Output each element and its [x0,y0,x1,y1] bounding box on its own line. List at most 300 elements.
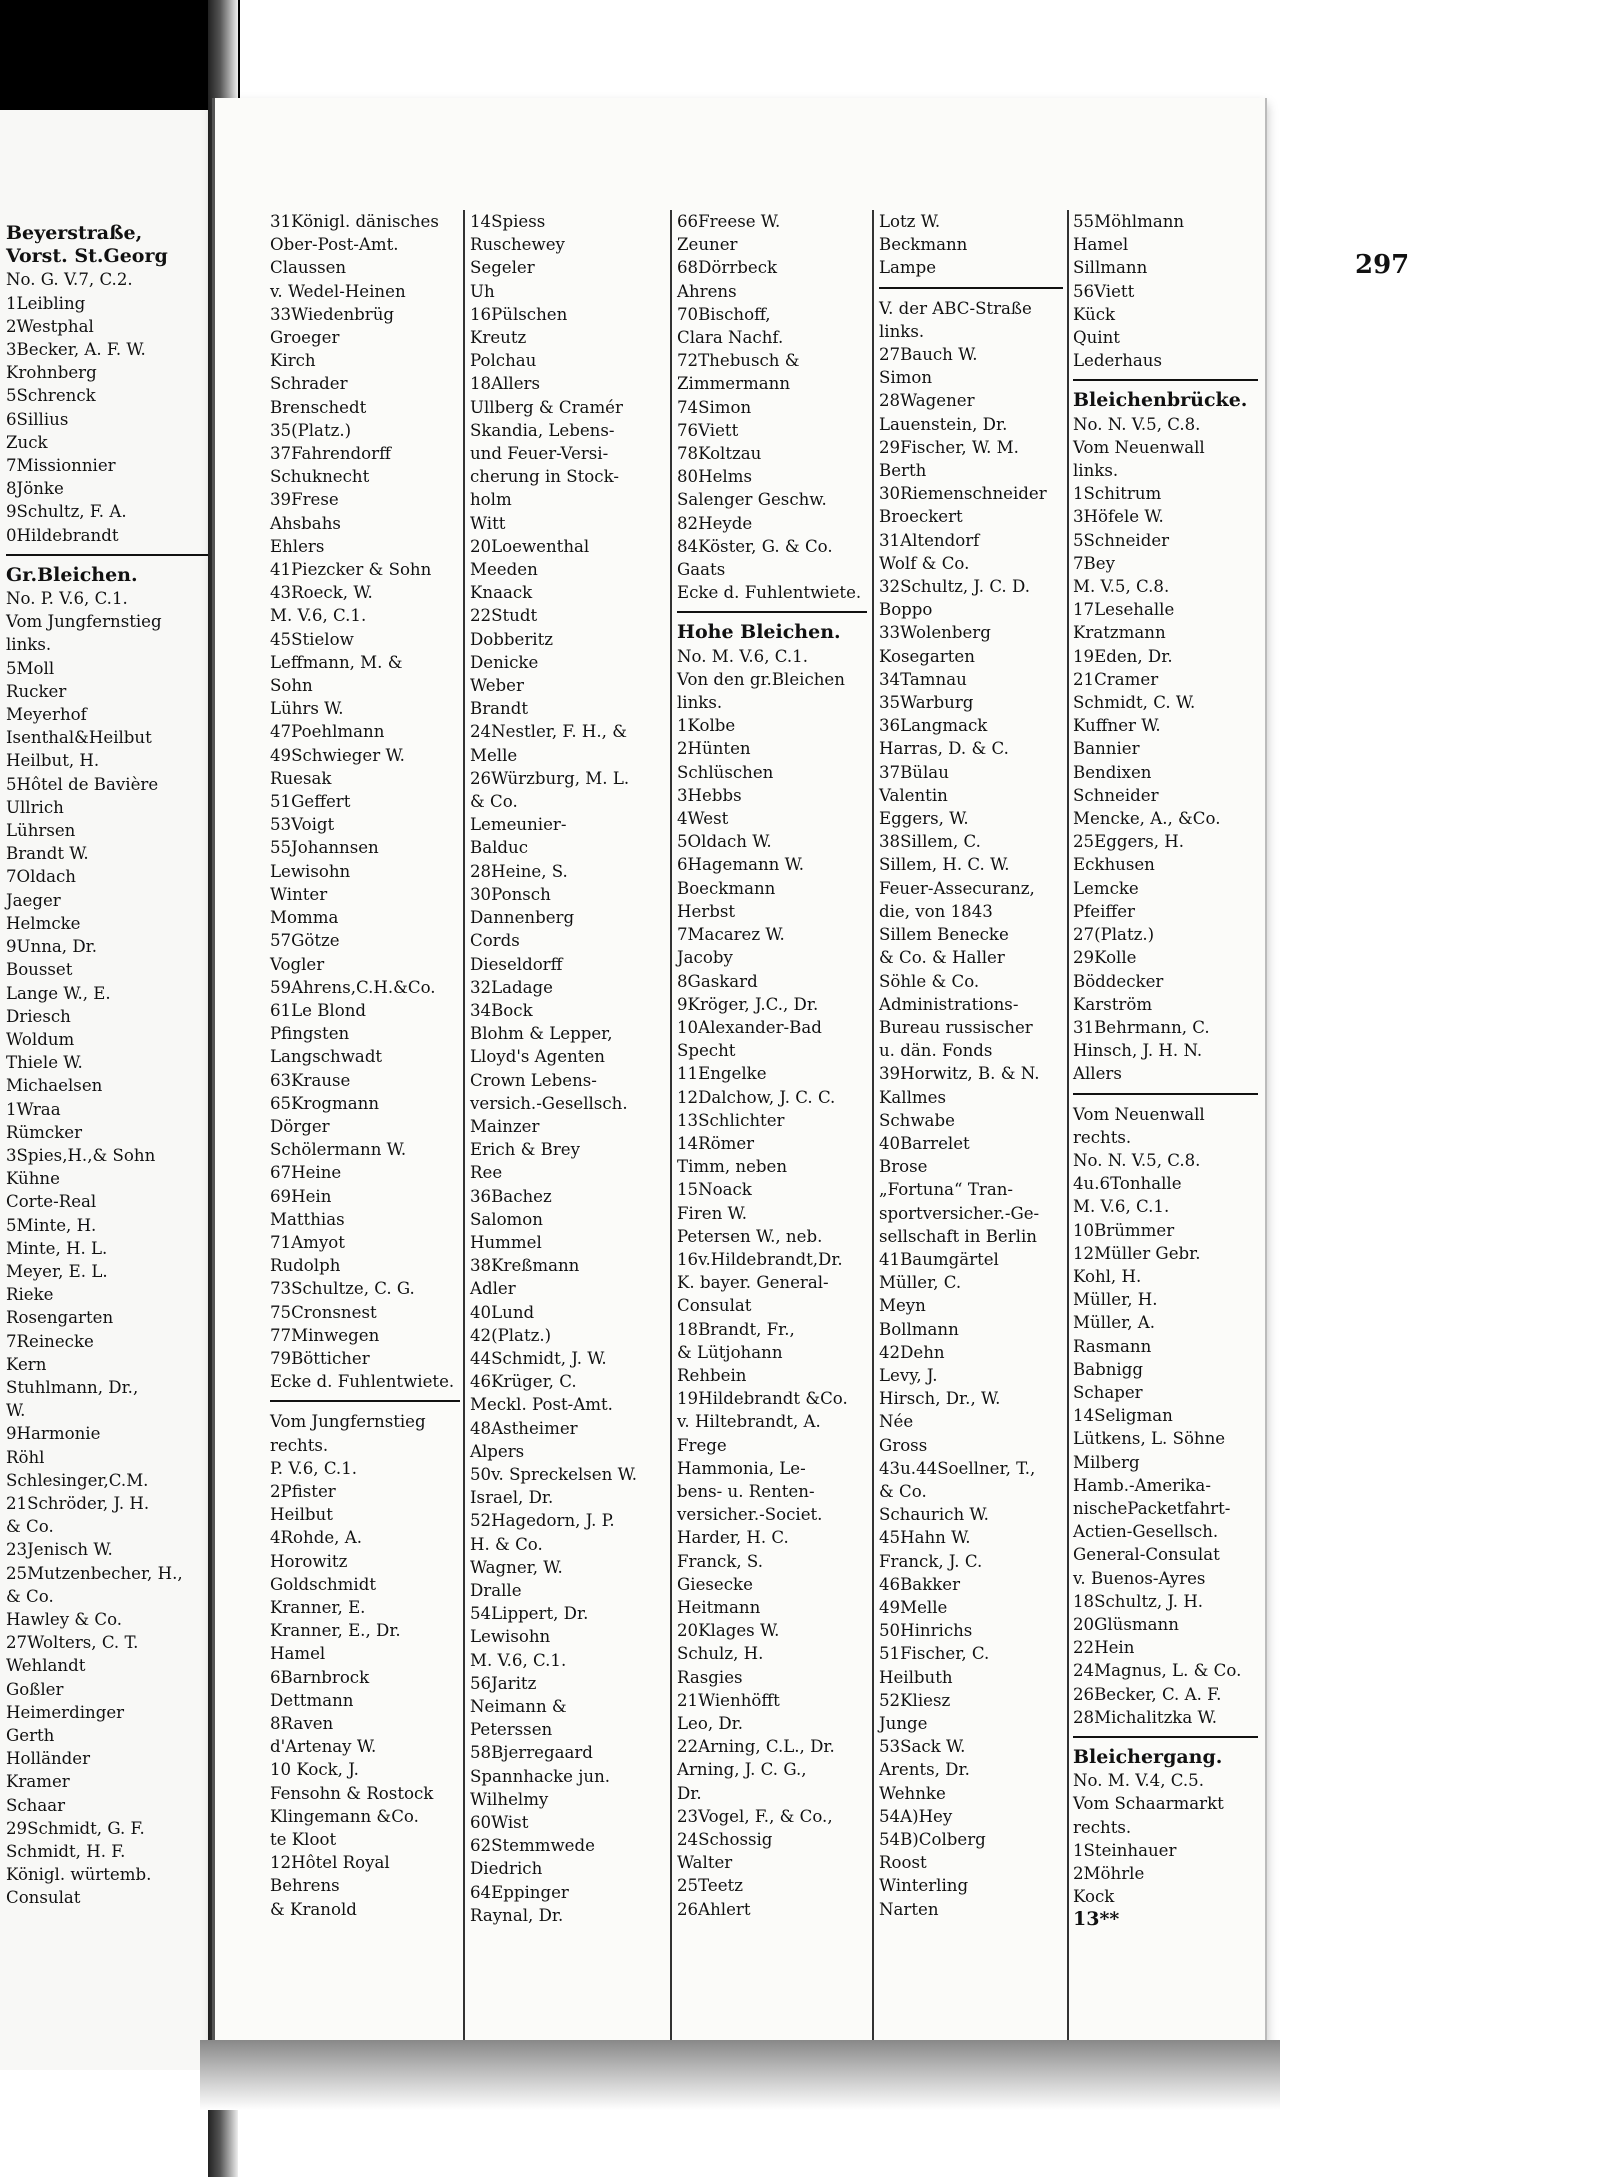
directory-entry: 13Schlichter [677,1110,785,1130]
directory-entry: M. V.5, C.8. [1073,577,1170,597]
directory-entry: No. G. V.7, C.2. [6,270,133,290]
directory-entry: 20Loewenthal [470,536,590,556]
directory-entry: Roost [879,1853,927,1873]
directory-entry: Schölermann W. [270,1140,407,1160]
directory-entry: Rieke [6,1285,54,1305]
directory-entry: Rümcker [6,1122,83,1142]
section-rule [1073,379,1258,381]
directory-entry: Lederhaus [1073,351,1162,371]
directory-entry: Groeger [270,328,340,348]
directory-entry: 48Astheimer [470,1418,578,1438]
directory-entry: 36Langmack [879,716,988,736]
directory-entry: 40Barrelet [879,1133,970,1153]
directory-entry: 2Hünten [677,739,751,759]
directory-entry: 45Stielow [270,629,354,649]
street-heading: Vorst. St.Georg [6,245,168,268]
directory-entry: 47Poehlmann [270,722,385,742]
directory-entry: 55Möhlmann [1073,212,1185,231]
directory-entry: 34Tamnau [879,669,967,689]
directory-entry: Meeden [470,560,538,580]
directory-entry: Schneider [1073,785,1159,805]
directory-entry: Babnigg [1073,1359,1143,1379]
directory-entry: Cords [470,931,520,951]
directory-entry: Lauenstein, Dr. [879,414,1008,434]
directory-entry: 8Gaskard [677,971,758,991]
directory-entry: 2Pfister [270,1481,336,1501]
directory-entry: 37Fahrendorff [270,444,391,464]
directory-entry: Ecke d. Fuhlentwiete. [677,583,862,603]
directory-entry: 7Bey [1073,553,1115,573]
directory-entry: „Fortuna“ Tran- [879,1180,1014,1200]
directory-entry: 51Fischer, C. [879,1644,990,1664]
directory-entry: Rasgies [677,1667,743,1687]
directory-entry: 24Schossig [677,1830,773,1850]
directory-entry: Beckmann [879,235,968,255]
directory-entry: 78Koltzau [677,444,762,464]
directory-entry: Dannenberg [470,908,575,928]
directory-entry: Walter [677,1853,733,1873]
directory-entry: Administrations- [879,994,1019,1014]
directory-entry: 54A)Hey [879,1806,953,1826]
directory-entry: 41Piezcker & Sohn [270,560,432,580]
directory-entry: Sillem, H. C. W. [879,855,1010,875]
directory-entry: M. V.6, C.1. [470,1650,567,1670]
directory-entry: Feuer-Assecuranz, [879,878,1035,898]
directory-entry: Hinsch, J. H. N. [1073,1041,1203,1061]
directory-entry: 10Alexander-Bad [677,1017,822,1037]
directory-entry: sportversicher.-Ge- [879,1203,1040,1223]
directory-entry: Lemcke [1073,878,1139,898]
directory-entry: Bureau russischer [879,1017,1033,1037]
directory-entry: Hamel [270,1644,326,1664]
directory-entry: Sohn [270,676,313,696]
directory-entry: 26Würzburg, M. L. [470,768,630,788]
directory-entry: Pfingsten [270,1024,350,1044]
directory-entry: Crown Lebens- [470,1070,597,1090]
directory-entry: 25Mutzenbecher, H., [6,1563,183,1583]
directory-entry: Kühne [6,1169,60,1189]
directory-entry: links. [677,693,723,713]
directory-entry: te Kloot [270,1830,337,1850]
directory-entry: V. der ABC-Straße [879,298,1032,318]
directory-entry: 22Arning, C.L., Dr. [677,1737,835,1757]
directory-entry: 44Schmidt, J. W. [470,1348,607,1368]
directory-entry: 77Minwegen [270,1325,380,1345]
directory-entry: Wagner, W. [470,1557,563,1577]
directory-entry: Corte-Real [6,1192,97,1212]
directory-entry: sellschaft in Berlin [879,1226,1037,1246]
directory-entry: Lewisohn [270,861,351,881]
directory-entry: 21Cramer [1073,669,1159,689]
directory-entry: Sillem Benecke [879,925,1009,945]
directory-entry: Franck, J. C. [879,1551,983,1571]
directory-entry: 36Bachez [470,1186,552,1206]
directory-entry: 26Ahlert [677,1899,751,1919]
directory-entry: 56Viett [1073,281,1135,301]
directory-entry: & Kranold [270,1899,357,1919]
directory-entry: Vogler [270,954,325,974]
directory-entry: 22Studt [470,606,538,626]
directory-column-3 [677,210,867,1921]
directory-entry: Frege [677,1435,727,1455]
directory-entry: Schlüschen [677,762,774,782]
directory-entry: Ruesak [270,768,332,788]
directory-entry: Böddecker [1073,971,1164,991]
directory-entry: Müller, C. [879,1273,962,1293]
street-heading: Bleichenbrücke. [1073,389,1248,412]
directory-entry: Kirch [270,351,316,371]
directory-entry: Actien-Gesellsch. [1073,1522,1219,1542]
directory-entry: 60Wist [470,1813,529,1833]
directory-entry: & Co. [6,1586,54,1606]
directory-entry: Sillmann [1073,258,1148,278]
directory-entry: 82Heyde [677,513,753,533]
section-rule [677,611,867,613]
directory-entry: 56Jaritz [470,1673,537,1693]
directory-entry: 19Hildebrandt &Co. [677,1389,848,1409]
directory-entry: 24Magnus, L. & Co. [1073,1661,1242,1681]
street-heading: Gr.Bleichen. [6,563,138,586]
directory-entry: Behrens [270,1876,340,1896]
directory-entry: Stuhlmann, Dr., [6,1377,139,1397]
directory-entry: Ree [470,1163,503,1183]
directory-entry: Bendixen [1073,762,1152,782]
directory-entry: 55Johannsen [270,838,379,858]
directory-entry: 12Dalchow, J. C. C. [677,1087,836,1107]
directory-entry: 6Hagemann W. [677,855,805,875]
directory-entry: & Co. [470,792,518,812]
directory-entry: 39Frese [270,490,339,510]
directory-entry: Müller, H. [1073,1290,1158,1310]
directory-entry: Schlesinger,C.M. [6,1470,149,1490]
directory-entry: Dettmann [270,1690,354,1710]
directory-entry: Bollmann [879,1319,959,1339]
directory-entry: Kranner, E. [270,1597,366,1617]
directory-entry: 75Cronsnest [270,1302,377,1322]
directory-entry: Meyer, E. L. [6,1261,108,1281]
directory-entry: Schaar [6,1795,66,1815]
directory-entry: 9Schultz, F. A. [6,502,127,522]
directory-entry: Zeuner [677,235,738,255]
directory-entry: 61Le Blond [270,1000,367,1020]
directory-entry: Levy, J. [879,1365,938,1385]
directory-entry: 21Wienhöfft [677,1690,780,1710]
directory-entry: 5Schneider [1073,530,1170,550]
directory-entry: & Co. [6,1517,54,1537]
directory-entry: Zimmermann [677,374,791,394]
directory-entry: Goldschmidt [270,1574,377,1594]
directory-entry: 3Spies,H.,& Sohn [6,1145,156,1165]
directory-entry: Brose [879,1157,928,1177]
directory-entry: & Lütjohann [677,1342,783,1362]
directory-entry: 14Seligman [1073,1406,1173,1426]
directory-entry: Hamb.-Amerika- [1073,1475,1211,1495]
directory-entry: 53Sack W. [879,1737,966,1757]
directory-entry: Berth [879,461,927,481]
directory-entry: Heilbut, H. [6,751,100,771]
directory-entry: 80Helms [677,467,752,487]
directory-entry: versicher.-Societ. [677,1505,823,1525]
directory-entry: 7Missionnier [6,456,116,476]
directory-entry: Lewisohn [470,1627,551,1647]
directory-entry: Meckl. Post-Amt. [470,1395,613,1415]
directory-entry: Dörger [270,1116,330,1136]
directory-entry: Leffmann, M. & [270,652,403,672]
directory-entry: Zuck [6,432,48,452]
directory-entry: Vom Jungfernstieg [270,1412,426,1432]
directory-entry: 37Bülau [879,762,949,782]
directory-entry: 25Eggers, H. [1073,832,1185,852]
directory-entry: Hawley & Co. [6,1609,123,1629]
directory-entry: Fensohn & Rostock [270,1783,434,1803]
directory-entry: 74Simon [677,397,752,417]
directory-entry: 31Altendorf [879,530,980,550]
directory-entry: Wehnke [879,1783,946,1803]
directory-entry: die, von 1843 [879,901,993,921]
directory-entry: Kuffner W. [1073,716,1161,736]
directory-entry: & Co. & Haller [879,948,1005,968]
section-rule [270,1400,460,1402]
directory-entry: 7Oldach [6,867,76,887]
directory-entry: M. V.6, C.1. [270,606,367,626]
street-heading: Bleichergang. [1073,1746,1223,1768]
directory-entry: Hirsch, Dr., W. [879,1389,1001,1409]
directory-entry: 46Bakker [879,1574,961,1594]
directory-entry: Lütkens, L. Söhne [1073,1429,1226,1449]
directory-entry: Kratzmann [1073,623,1166,643]
directory-entry: 31Behrmann, C. [1073,1017,1210,1037]
directory-entry: Röhl [6,1447,45,1467]
directory-entry: Eckhusen [1073,855,1155,875]
left-page [0,110,230,2070]
directory-entry: No. N. V.5, C.8. [1073,414,1201,434]
directory-entry: 69Hein [270,1186,332,1206]
directory-entry: v. Wedel-Heinen [270,281,406,301]
directory-entry: Ullrich [6,797,64,817]
directory-entry: & Co. [879,1481,927,1501]
directory-entry: 1Schitrum [1073,484,1162,504]
directory-entry: 25Teetz [677,1876,743,1896]
directory-entry: No. N. V.5, C.8. [1073,1150,1201,1170]
directory-entry: Jaeger [6,890,61,910]
directory-entry: Giesecke [677,1574,753,1594]
directory-entry: 18Allers [470,374,540,394]
directory-entry: Momma [270,908,339,928]
directory-entry: 45Hahn W. [879,1528,971,1548]
directory-entry: 70Bischoff, [677,304,771,324]
directory-entry: Bannier [1073,739,1140,759]
directory-entry: Klingemann &Co. [270,1806,419,1826]
section-rule [1073,1093,1258,1095]
directory-entry: 28Wagener [879,391,975,411]
directory-entry: 32Schultz, J. C. D. [879,577,1030,597]
directory-entry: links. [1073,461,1119,481]
directory-entry: Schwabe [879,1110,955,1130]
directory-entry: Rosengarten [6,1308,114,1328]
directory-entry: Née [879,1412,914,1432]
directory-entry: 3Hebbs [677,785,742,805]
directory-entry: 32Ladage [470,977,553,997]
directory-entry: 79Bötticher [270,1348,370,1368]
directory-entry: Salenger Geschw. [677,490,827,510]
directory-entry: Lührsen [6,821,76,841]
directory-entry: Schrader [270,374,348,394]
directory-entry: 4West [677,809,729,829]
directory-entry: Diedrich [470,1859,543,1879]
directory-entry: 14Römer [677,1133,755,1153]
directory-entry: Peterssen [470,1720,553,1740]
directory-entry: Meyn [879,1296,926,1316]
directory-entry: Hamel [1073,235,1129,255]
directory-entry: Schaper [1073,1382,1143,1402]
directory-entry: 6Sillius [6,409,69,429]
directory-entry: 19Eden, Dr. [1073,646,1173,666]
directory-entry: Lemeunier- [470,815,567,835]
directory-entry: Milberg [1073,1452,1140,1472]
column-divider-2 [670,210,672,2050]
directory-entry: 22Hein [1073,1638,1135,1658]
directory-entry: Lührs W. [270,699,344,719]
directory-entry: 30Riemenschneider [879,484,1047,504]
directory-entry: W. [6,1401,26,1421]
directory-entry: Kosegarten [879,646,975,666]
directory-entry: Boppo [879,600,933,620]
directory-entry: Neimann & [470,1697,567,1716]
directory-entry: Bousset [6,960,73,980]
column-divider-4 [1067,210,1069,2050]
directory-entry: 33Wiedenbrüg [270,304,394,324]
directory-entry: bens- u. Renten- [677,1481,815,1501]
directory-entry: Franck, S. [677,1551,763,1571]
directory-entry: Polchau [470,351,537,371]
directory-entry: K. bayer. General- [677,1273,829,1293]
directory-entry: 1Steinhauer [1073,1840,1177,1860]
directory-entry: Ecke d. Fuhlentwiete. [270,1372,455,1392]
directory-entry: Arents, Dr. [879,1760,970,1780]
directory-entry: Rucker [6,681,67,701]
directory-entry: 5Oldach W. [677,832,772,852]
directory-entry: Lampe [879,258,937,278]
directory-entry: 76Viett [677,420,739,440]
directory-entry: Karström [1073,994,1153,1014]
directory-entry: 5Schrenck [6,386,96,406]
directory-entry: Denicke [470,652,539,672]
directory-entry: Raynal, Dr. [470,1905,564,1925]
directory-entry: 9Kröger, J.C., Dr. [677,994,819,1014]
directory-entry: Thiele W. [6,1053,83,1073]
directory-entry: versich.-Gesellsch. [470,1093,628,1113]
directory-entry: Schmidt, C. W. [1073,693,1196,713]
directory-entry: 11Engelke [677,1064,767,1084]
directory-entry: Harras, D. & C. [879,739,1009,759]
directory-entry: Leo, Dr. [677,1714,744,1733]
directory-column-5 [1073,210,1258,1932]
binding-shadow [0,0,240,120]
directory-entry: Langschwadt [270,1047,383,1067]
directory-entry: H. & Co. [470,1534,543,1554]
street-heading: 13** [1073,1908,1120,1931]
directory-entry: 49Melle [879,1597,948,1617]
left-page-column [6,222,226,1910]
directory-entry: Holländer [6,1749,91,1769]
directory-entry: Uh [470,281,495,301]
directory-entry: Vom Neuenwall [1073,1104,1205,1124]
directory-entry: 2Westphal [6,316,94,336]
directory-entry: 58Bjerregaard [470,1743,593,1763]
directory-entry: 15Noack [677,1180,752,1200]
directory-entry: Dr. [677,1783,702,1803]
directory-entry: 49Schwieger W. [270,745,405,765]
directory-entry: Junge [879,1714,928,1733]
directory-entry: Driesch [6,1006,71,1026]
directory-entry: Helmcke [6,913,81,933]
directory-entry: Segeler [470,258,535,278]
directory-entry: 68Dörrbeck [677,258,778,278]
directory-entry: Winter [270,884,328,904]
directory-entry: No. P. V.6, C.1. [6,589,128,609]
directory-entry: P. V.6, C.1. [270,1458,358,1478]
directory-entry: 18Schultz, J. H. [1073,1591,1204,1611]
directory-entry: 10Brümmer [1073,1220,1175,1240]
directory-column-2 [470,210,665,1927]
directory-entry: Minte, H. L. [6,1238,108,1258]
directory-entry: Dieseldorff [470,954,563,974]
directory-entry: Isenthal&Heilbut [6,728,152,748]
directory-entry: 29Fischer, W. M. [879,437,1019,457]
directory-entry: 2Möhrle [1073,1864,1145,1884]
directory-entry: 17Lesehalle [1073,600,1175,620]
directory-entry: Heilbut [270,1505,333,1525]
directory-entry: 50Hinrichs [879,1621,973,1641]
directory-entry: Rehbein [677,1365,747,1385]
directory-entry: 62Stemmwede [470,1836,595,1856]
directory-entry: 54B)Colberg [879,1830,986,1850]
directory-entry: 28Michalitzka W. [1073,1707,1217,1727]
directory-entry: 64Eppinger [470,1882,569,1902]
directory-entry: Rasmann [1073,1336,1152,1356]
directory-entry: Dralle [470,1580,522,1600]
directory-entry: links. [879,321,925,341]
directory-entry: Quint [1073,328,1120,348]
directory-entry: 35(Platz.) [270,420,352,440]
directory-entry: 5Hôtel de Bavière [6,774,159,794]
directory-entry: Von den gr.Bleichen [677,669,845,689]
directory-entry: 42(Platz.) [470,1325,552,1345]
directory-entry: Heilbuth [879,1667,953,1687]
directory-entry: Michaelsen [6,1076,103,1096]
directory-entry: Wehlandt [6,1656,86,1676]
directory-entry: Weber [470,676,524,696]
directory-entry: v. Hiltebrandt, A. [677,1412,821,1432]
directory-entry: 20Glüsmann [1073,1614,1179,1634]
directory-entry: General-Consulat [1073,1545,1220,1565]
directory-entry: 33Wolenberg [879,623,991,643]
directory-entry: Ehlers [270,536,325,556]
directory-entry: rechts. [270,1435,329,1455]
directory-entry: 53Voigt [270,815,335,835]
directory-entry: 6Barnbrock [270,1667,370,1687]
directory-entry: Müller, A. [1073,1313,1156,1333]
directory-entry: 73Schultze, C. G. [270,1279,415,1299]
directory-entry: 12Hôtel Royal [270,1853,390,1873]
directory-entry: Krohnberg [6,363,97,383]
column-divider-3 [872,210,874,2050]
directory-entry: Adler [470,1279,516,1299]
directory-entry: 51Geffert [270,792,351,812]
directory-entry: 27Bauch W. [879,345,978,365]
directory-entry: Goßler [6,1679,64,1699]
directory-entry: 7Reinecke [6,1331,94,1351]
